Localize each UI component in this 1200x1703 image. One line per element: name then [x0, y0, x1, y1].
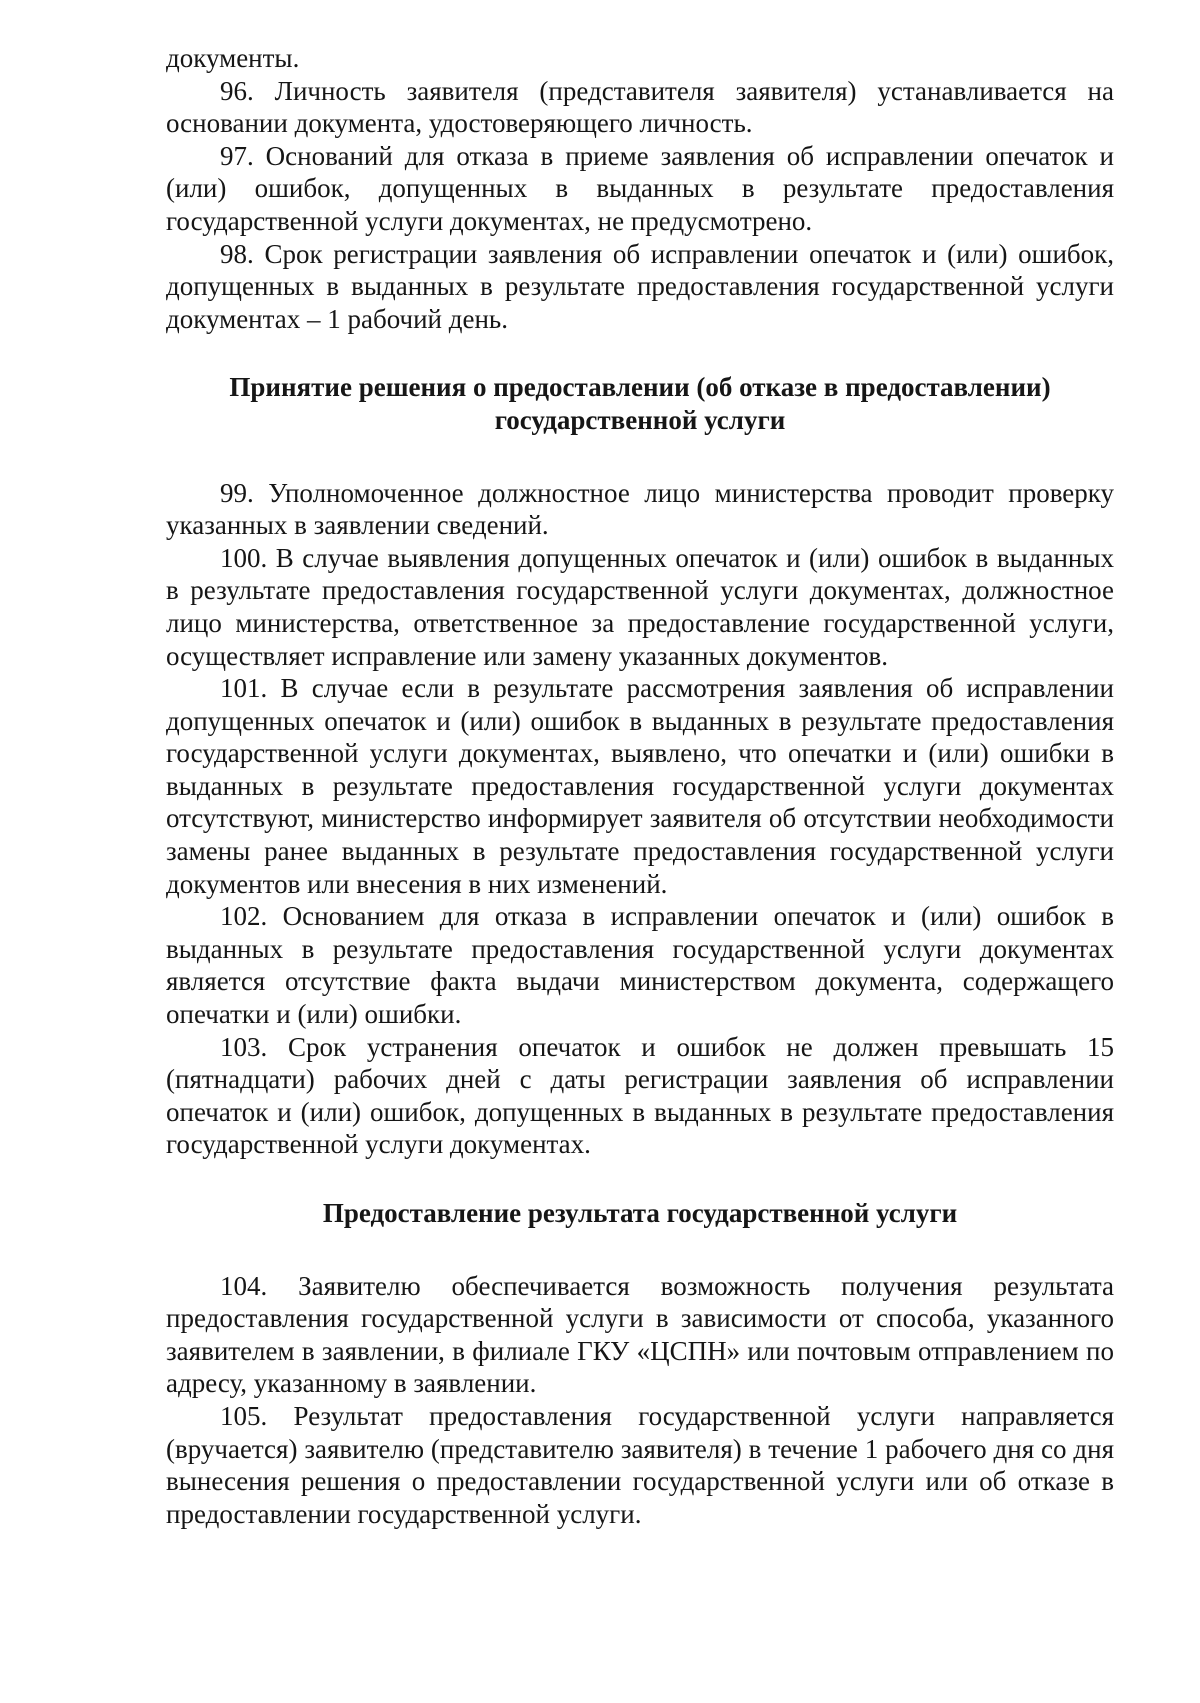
paragraph-103: 103. Срок устранения опечаток и ошибок не должен превышать 15 (пятнадцати) рабочих дней с даты регистрации заявления об исправлении опечаток и (или) ошибок, допущенных в выданных в результате предоставления государственной услуги документах.	[166, 1031, 1114, 1160]
paragraph-104: 104. Заявителю обеспечивается возможность получения результата предоставления государственной услуги в зависимости от способа, указанного заявителем в заявлении, в филиале ГКУ «ЦСПН» или почтовым отправлением по адресу, указанному в заявлении.	[166, 1270, 1114, 1399]
paragraph-100: 100. В случае выявления допущенных опечаток и (или) ошибок в выданных в результате предоставления государственной услуги документах, должностное лицо министерства, ответственное за предоставление государственной услуги, осуществляет исправление или замену указанных документов.	[166, 542, 1114, 671]
section-heading-result: Предоставление результата государственной услуги	[322, 1198, 958, 1228]
paragraph-99: 99. Уполномоченное должностное лицо министерства проводит проверку указанных в заявлении сведений.	[166, 477, 1114, 541]
paragraph-98: 98. Срок регистрации заявления об исправлении опечаток и (или) ошибок, допущенных в выданных в результате предоставления государственной услуги документах – 1 рабочий день.	[166, 238, 1114, 334]
paragraph-101: 101. В случае если в результате рассмотрения заявления об исправлении допущенных опечаток и (или) ошибок в выданных в результате предоставления государственной услуги документах, выявлено, что опечатки и (или) ошибки в выданных в результате предоставления государственной услуги документах отсутствуют, министерство информирует заявителя об отсутствии необходимости замены ранее выданных в результате предоставления государственной услуги документов или внесения в них изменений.	[166, 673, 1114, 899]
paragraph-96: 96. Личность заявителя (представителя заявителя) устанавливается на основании документа, удостоверяющего личность.	[166, 75, 1114, 139]
paragraph-105: 105. Результат предоставления государственной услуги направляется (вручается) заявителю (представителю заявителя) в течение 1 рабочего дня со дня вынесения решения о предоставлении государственной услуги или об отказе в предоставлении государственной услуги.	[166, 1400, 1114, 1529]
section-heading-decision: Принятие решения о предоставлении (об отказе в предоставлении) государственной услуги	[229, 372, 1051, 435]
paragraph-continuation: документы.	[166, 43, 300, 73]
paragraph-97: 97. Оснований для отказа в приеме заявления об исправлении опечаток и (или) ошибок, допущенных в выданных в результате предоставления государственной услуги документах, не предусмотрено.	[166, 140, 1114, 236]
paragraph-102: 102. Основанием для отказа в исправлении опечаток и (или) ошибок в выданных в результате предоставления государственной услуги документах является отсутствие факта выдачи министерством документа, содержащего опечатки и (или) ошибки.	[166, 901, 1114, 1030]
